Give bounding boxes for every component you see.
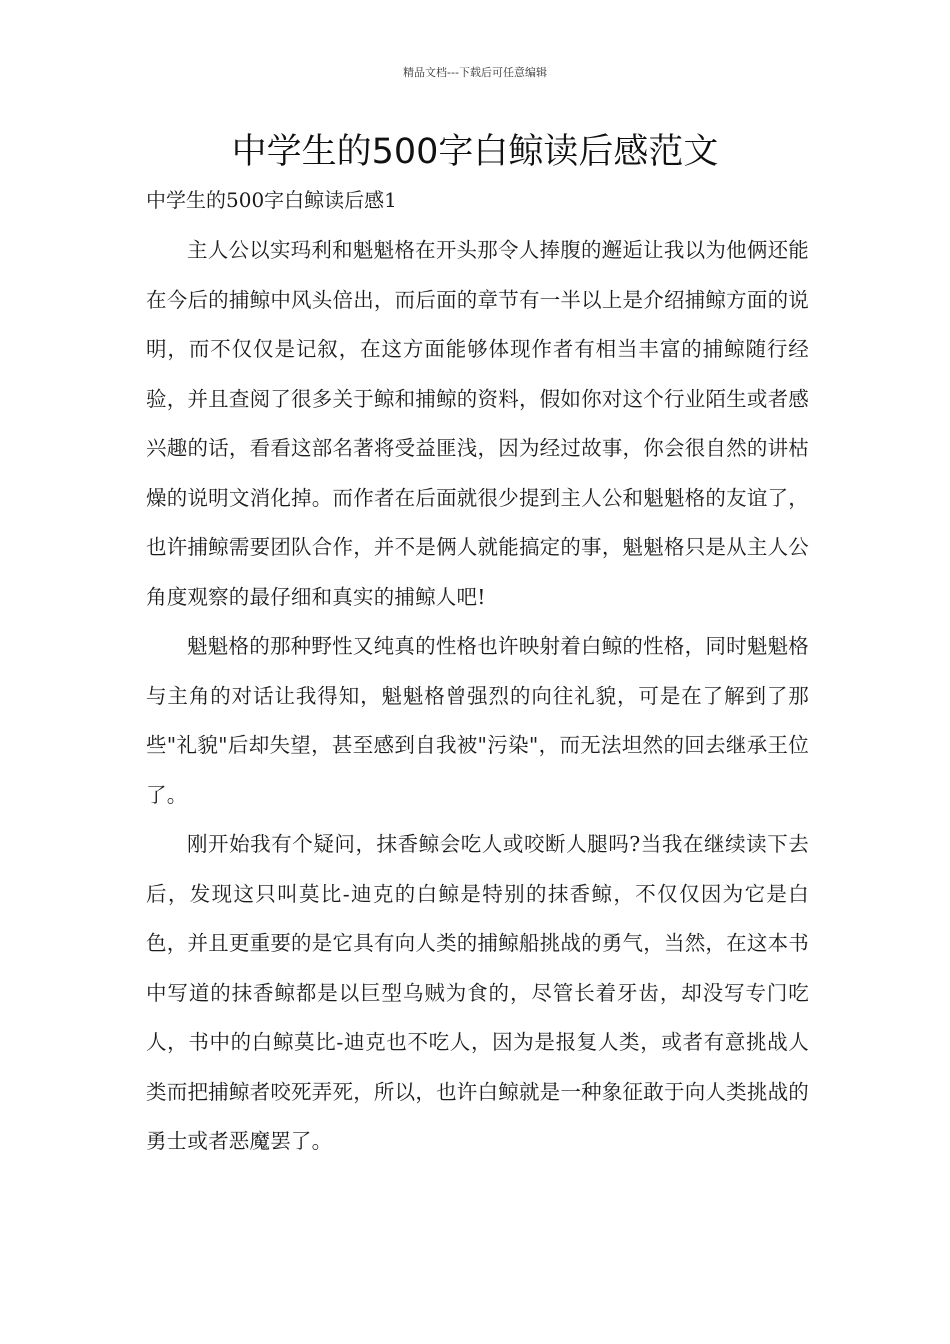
paragraph-1: 主人公以实玛利和魁魁格在开头那令人捧腹的邂逅让我以为他俩还能在今后的捕鲸中风头倍出，而后面的章节有一半以上是介绍捕鲸方面的说明，而不仅仅是记叙，在这方面能够体现作者有相当丰富的捕鲸随行经验，并且查阅了很多关于鲸和捕鲸的资料，假如你对这个行业陌生或者感兴趣的话，看看这部名著将受益匪浅，因为经过故事，你会很自然的讲枯燥的说明文消化掉。而作者在后面就很少提到主人公和魁魁格的友谊了，也许捕鲸需要团队合作，并不是俩人就能搞定的事，魁魁格只是从主人公角度观察的最仔细和真实的捕鲸人吧! bbox=[146, 238, 809, 609]
paragraph-3: 刚开始我有个疑问，抹香鲸会吃人或咬断人腿吗?当我在继续读下去后，发现这只叫莫比-迪克的白鲸是特别的抹香鲸，不仅仅因为它是白色，并且更重要的是它具有向人类的捕鲸船挑战的勇气，当然，在这本书中写道的抹香鲸都是以巨型乌贼为食的，尽管长着牙齿，却没写专门吃人，书中的白鲸莫比-迪克也不吃人，因为是报复人类，或者有意挑战人类而把捕鲸者咬死弄死，所以，也许白鲸就是一种象征敢于向人类挑战的勇士或者恶魔罢了。 bbox=[146, 832, 809, 1153]
header-note: 精品文档---下载后可任意编辑 bbox=[403, 66, 547, 79]
paragraph-2: 魁魁格的那种野性又纯真的性格也许映射着白鲸的性格，同时魁魁格与主角的对话让我得知，魁魁格曾强烈的向往礼貌，可是在了解到了那些"礼貌"后却失望，甚至感到自我被"污染"，而无法坦然的回去继承王位了。 bbox=[146, 634, 809, 807]
document-title: 中学生的500字白鲸读后感范文 bbox=[231, 132, 719, 172]
section-heading: 中学生的500字白鲸读后感1 bbox=[146, 188, 397, 212]
document-body bbox=[146, 226, 809, 1167]
